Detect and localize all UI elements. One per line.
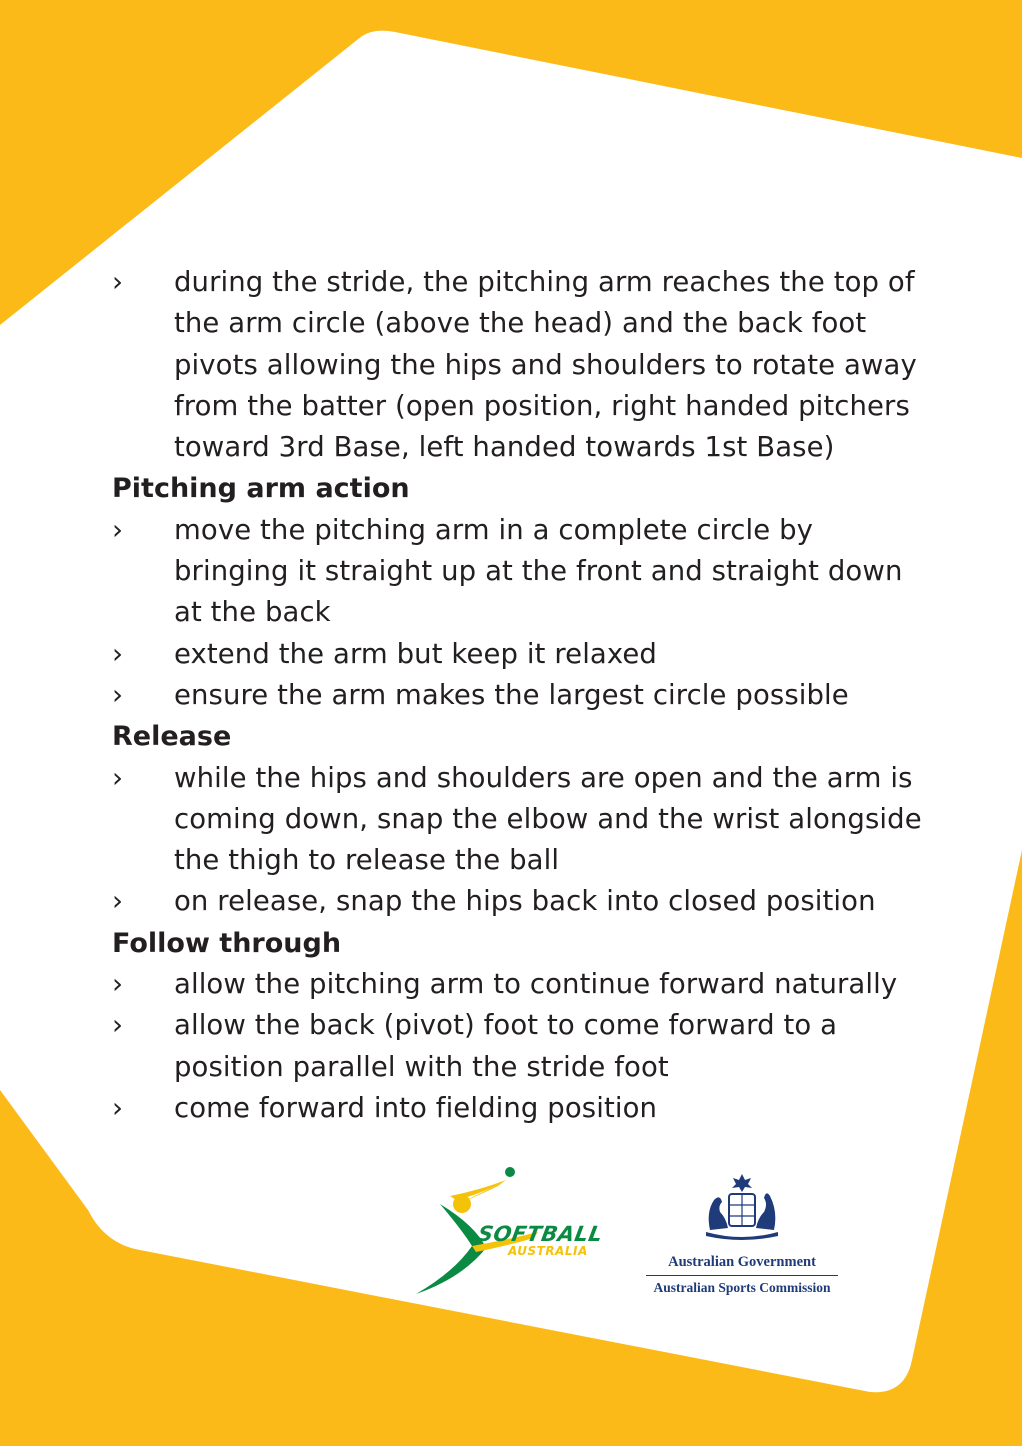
bullet-glyph: › [112,266,124,298]
section-heading-follow-through: Follow through [112,927,342,959]
list-item-text: allow the pitching arm to continue forward naturally [174,968,898,1001]
list-item [112,1005,932,1088]
list-item-text: move the pitching arm in a complete circle by bringing it straight up at the front and straight down at the back [174,513,903,629]
gov-logo-line1: Australian Government [668,1254,816,1270]
list-item-text: allow the back (pivot) foot to come forward to a position parallel with the stride foot [174,1009,838,1083]
gov-logo-divider [646,1275,838,1276]
softball-logo-sub: AUSTRALIA [508,1244,588,1258]
australian-government-logo [642,1172,842,1300]
list-item [112,881,932,922]
bullet-glyph: › [112,1009,124,1042]
bullet-glyph: › [112,513,124,546]
list-item-text: while the hips and shoulders are open and the arm is coming down, snap the elbow and the wrist alongside the thigh to release the ball [174,761,922,877]
bullet-glyph: › [112,678,124,711]
softball-logo-word: SOFTBALL [475,1222,605,1246]
footer-logos [410,1160,850,1300]
list-item-text: ensure the arm makes the largest circle possible [174,678,849,711]
bullet-glyph: › [112,1091,124,1124]
gov-logo-line2: Australian Sports Commission [653,1280,831,1295]
list-item [112,262,932,468]
list-item [112,634,932,675]
bullet-glyph: › [112,968,124,1001]
bullet-glyph: › [112,885,124,918]
list-item [112,964,932,1005]
coat-of-arms-icon [692,1172,792,1244]
list-item [112,758,932,882]
list-item [112,1088,932,1129]
list-item-text: during the stride, the pitching arm reaches the top of the arm circle (above the head) and the back foot pivots allowing the hips and shoulders to rotate away from the batter (open position, right handed pitchers toward 3rd Base, left handed towards 1st Base) [174,266,917,464]
list-item-text: come forward into fielding position [174,1091,658,1124]
section-heading-release: Release [112,721,232,753]
list-item [112,510,932,634]
bullet-glyph: › [112,637,124,670]
softball-australia-logo [410,1160,605,1300]
list-item-text: on release, snap the hips back into closed position [174,885,876,918]
document-body [112,262,932,1129]
list-item [112,675,932,716]
list-item-text: extend the arm but keep it relaxed [174,637,657,670]
bullet-glyph: › [112,761,124,794]
section-heading-pitching-arm-action: Pitching arm action [112,473,410,505]
